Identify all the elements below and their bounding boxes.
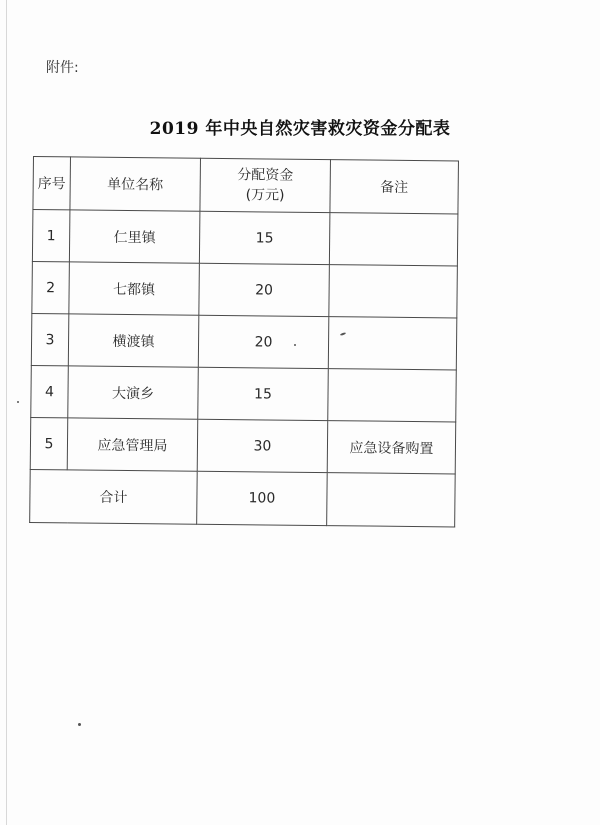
table-row bbox=[31, 313, 457, 369]
header-note: 备注 bbox=[330, 160, 459, 214]
row-unit: 横渡镇 bbox=[68, 314, 199, 367]
total-label: 合计 bbox=[30, 469, 198, 524]
table-row bbox=[31, 365, 457, 421]
header-seq: 序号 bbox=[33, 157, 71, 210]
table-row bbox=[30, 417, 456, 473]
table-header-row bbox=[33, 157, 459, 214]
row-unit: 仁里镇 bbox=[69, 210, 200, 263]
row-amount: 20 bbox=[199, 263, 330, 316]
row-unit: 大演乡 bbox=[68, 366, 199, 419]
row-seq: 4 bbox=[31, 365, 69, 417]
table-total-row bbox=[30, 469, 456, 526]
row-amount: 15 bbox=[198, 367, 329, 420]
row-unit: 应急管理局 bbox=[67, 418, 198, 471]
row-amount: 30 bbox=[197, 419, 328, 472]
row-unit: 七都镇 bbox=[69, 262, 200, 315]
total-amount: 100 bbox=[197, 471, 328, 525]
row-note bbox=[329, 213, 458, 266]
scan-speck bbox=[78, 723, 81, 726]
row-seq: 3 bbox=[31, 313, 69, 365]
row-note: 应急设备购置 bbox=[327, 421, 456, 474]
table-row bbox=[32, 261, 458, 317]
header-unit: 单位名称 bbox=[70, 157, 201, 211]
scan-speck bbox=[294, 344, 296, 346]
row-seq: 2 bbox=[32, 261, 70, 313]
table-row bbox=[32, 210, 458, 266]
header-amount bbox=[200, 158, 331, 212]
row-amount: 15 bbox=[199, 211, 330, 264]
allocation-table bbox=[29, 156, 459, 527]
total-note bbox=[327, 473, 456, 527]
header-amount-line1: 分配资金 bbox=[237, 167, 294, 184]
attachment-label: 附件: bbox=[46, 60, 79, 76]
row-seq: 5 bbox=[30, 417, 68, 469]
scan-speck bbox=[17, 401, 19, 403]
row-note bbox=[328, 317, 457, 370]
row-note bbox=[329, 265, 458, 318]
row-note bbox=[328, 369, 457, 422]
row-amount: 20 bbox=[198, 315, 329, 368]
document-title: 2019 年中央自然灾害救灾资金分配表 bbox=[149, 119, 451, 139]
header-amount-line2: (万元) bbox=[245, 187, 285, 204]
row-seq: 1 bbox=[32, 210, 70, 262]
